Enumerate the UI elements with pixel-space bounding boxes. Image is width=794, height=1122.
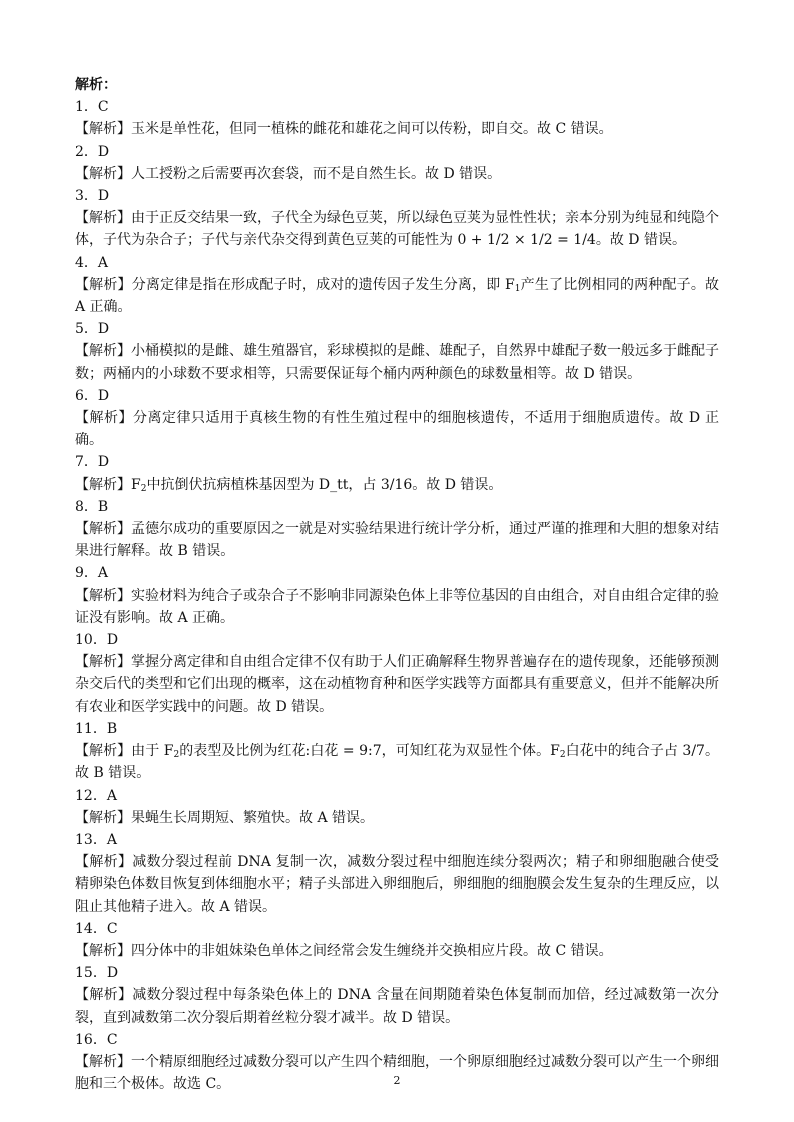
item-answer: 11．B	[75, 720, 118, 737]
explanation-tag: 【解析】	[75, 743, 132, 760]
item-explanation	[75, 851, 719, 918]
item-answer: 3．D	[75, 188, 110, 205]
item-answer: 10．D	[75, 632, 119, 649]
explanation-text: 人工授粉之后需要再次套袋，而不是自然生长。故 D 错误。	[131, 165, 502, 182]
item-answer: 15．D	[75, 965, 119, 982]
explanation-tag: 【解析】	[75, 854, 133, 871]
item-11	[75, 718, 719, 785]
explanation-text: 掌握分离定律和自由组合定律不仅有助于人们正确解释生物界普遍存在的遗传现象，还能够预测杂交后代的类型和它们出现的概率，这在动植物育种和医学实践等方面都具有重要意义，但并不能解决所有农业和医学实践中的问题。故 D 错误。	[75, 654, 719, 715]
item-7	[75, 451, 719, 495]
item-answer: 2．D	[75, 143, 110, 160]
item-explanation	[75, 740, 719, 784]
explanation-text: 分离定律只适用于真核生物的有性生殖过程中的细胞核遗传，不适用于细胞质遗传。故 D 正确。	[75, 410, 720, 449]
item-explanation	[75, 984, 719, 1028]
item-4	[75, 252, 719, 319]
item-answer: 7．D	[75, 454, 110, 471]
item-explanation	[75, 118, 719, 140]
explanation-text: 产生了比例相同的两种配子。故 A 正确。	[75, 276, 720, 316]
explanation-text: 玉米是单性花，但同一植株的雌花和雄花之间可以传粉，即自交。故 C 错误。	[131, 121, 613, 138]
explanation-text: 由于正反交结果一致，子代全为绿色豆荚，所以绿色豆荚为显性性状；亲本分别为纯显和纯隐个体，子代为杂合子；子代与亲代杂交得到黄色豆荚的可能性为 0 + 1/2 × 1/2 = 1/4。故 D 错误。	[75, 210, 719, 249]
explanation-text: 分离定律是指在形成配子时，成对的遗传因子发生分离，即 F	[131, 276, 515, 293]
explanation-text: 由于 F	[131, 743, 174, 760]
section-heading: 解析：	[75, 77, 117, 93]
subscript: 1	[514, 283, 521, 294]
explanation-text: 实验材料为纯合子或杂合子不影响非同源染色体上非等位基因的自由组合，对自由组合定律的验证没有影响。故 A 正确。	[75, 587, 719, 626]
item-9	[75, 562, 719, 629]
item-answer: 14．C	[75, 920, 118, 937]
page-number: 2	[393, 1074, 401, 1087]
item-explanation	[75, 518, 719, 562]
explanation-tag: 【解析】	[75, 809, 131, 826]
item-answer: 5．D	[75, 321, 110, 338]
explanation-text: F	[131, 476, 141, 493]
item-12	[75, 785, 719, 829]
item-answer: 12．A	[75, 787, 117, 804]
item-15	[75, 962, 719, 1029]
item-answer: 1．C	[75, 99, 109, 116]
item-explanation	[75, 207, 719, 251]
item-6	[75, 385, 719, 452]
item-2	[75, 141, 719, 185]
explanation-tag: 【解析】	[75, 165, 131, 182]
item-10	[75, 629, 719, 718]
explanation-text: 果蝇生长周期短、繁殖快。故 A 错误。	[131, 809, 375, 826]
explanation-tag: 【解析】	[75, 521, 131, 538]
subscript: 2	[173, 750, 180, 761]
item-answer: 9．A	[75, 565, 109, 582]
explanation-text: 白花中的纯合子占 3/7。故 B 错误。	[75, 743, 720, 782]
item-3	[75, 185, 719, 252]
explanation-text: 减数分裂过程中每条染色体上的 DNA 含量在间期随着染色体复制而加倍，经过减数第一次分裂，直到减数第二次分裂后期着丝粒分裂才减半。故 D 错误。	[75, 987, 720, 1026]
item-5	[75, 318, 719, 385]
item-explanation	[75, 407, 719, 451]
item-explanation	[75, 651, 719, 718]
item-14	[75, 918, 719, 962]
subscript: 2	[559, 750, 566, 761]
item-explanation	[75, 940, 719, 962]
explanation-tag: 【解析】	[75, 410, 133, 427]
explanation-tag: 【解析】	[75, 210, 131, 227]
item-answer: 16．C	[75, 1031, 118, 1048]
item-answer: 8．B	[75, 498, 109, 515]
item-explanation	[75, 274, 719, 318]
explanation-text: 一个精原细胞经过减数分裂可以产生四个精细胞，一个卵原细胞经过减数分裂可以产生一个卵细胞和三个极体。故选 C。	[75, 1053, 719, 1093]
item-8	[75, 496, 719, 563]
explanation-tag: 【解析】	[75, 343, 131, 360]
item-explanation	[75, 807, 719, 829]
explanation-tag: 【解析】	[75, 121, 131, 138]
explanation-tag: 【解析】	[75, 1053, 131, 1070]
item-explanation	[75, 163, 719, 185]
explanation-tag: 【解析】	[75, 587, 131, 604]
item-answer: 6．D	[75, 387, 110, 404]
item-13	[75, 829, 719, 918]
explanation-tag: 【解析】	[75, 987, 133, 1004]
subscript: 2	[140, 483, 147, 494]
explanation-text: 小桶模拟的是雌、雄生殖器官，彩球模拟的是雌、雄配子，自然界中雄配子数一般远多于雌配子数；两桶内的小球数不要求相等，只需要保证每个桶内两种颜色的球数量相等。故 D 错误。	[75, 343, 719, 382]
explanation-text: 中抗倒伏抗病植株基因型为 D_tt，占 3/16。故 D 错误。	[146, 476, 503, 493]
explanation-text: 孟德尔成功的重要原因之一就是对实验结果进行统计学分析，通过严谨的推理和大胆的想象对结果进行解释。故 B 错误。	[75, 521, 719, 560]
explanation-text: 减数分裂过程前 DNA 复制一次，减数分裂过程中细胞连续分裂两次；精子和卵细胞融合使受精卵染色体数目恢复到体细胞水平；精子头部进入卵细胞后，卵细胞的细胞膜会发生复杂的生理反应，以阻止其他精子进入。故 A 错误。	[75, 854, 720, 915]
item-explanation	[75, 340, 719, 384]
item-explanation	[75, 585, 719, 629]
explanation-tag: 【解析】	[75, 942, 131, 959]
item-explanation	[75, 474, 719, 496]
item-answer: 13．A	[75, 831, 117, 848]
explanation-tag: 【解析】	[75, 276, 132, 293]
item-answer: 4．A	[75, 254, 109, 271]
item-1	[75, 96, 719, 140]
explanation-tag: 【解析】	[75, 654, 131, 671]
explanation-tag: 【解析】	[75, 476, 131, 493]
explanation-text: 四分体中的非姐妹染色单体之间经常会发生缠绕并交换相应片段。故 C 错误。	[131, 942, 613, 959]
explanation-text: 的表型及比例为红花:白花 = 9:7，可知红花为双显性个体。F	[179, 743, 560, 760]
